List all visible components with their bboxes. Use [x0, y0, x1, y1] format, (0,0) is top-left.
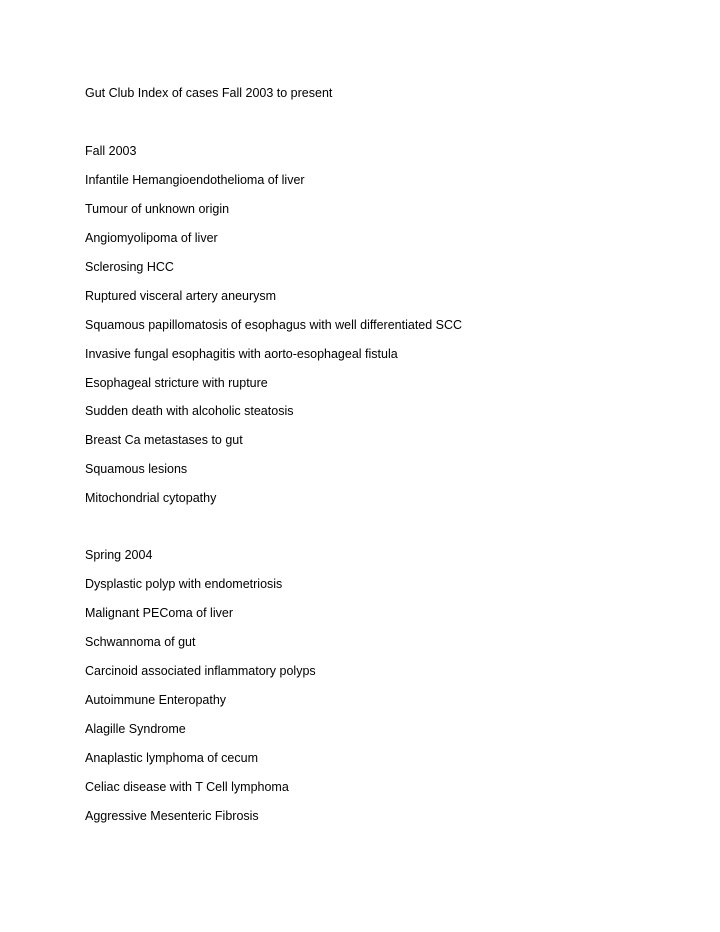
case-item: Dysplastic polyp with endometriosis: [85, 577, 283, 591]
case-item: Infantile Hemangioendothelioma of liver: [85, 173, 305, 187]
case-item: Anaplastic lymphoma of cecum: [85, 751, 258, 765]
case-item: Mitochondrial cytopathy: [85, 491, 217, 505]
case-item: Squamous lesions: [85, 462, 188, 476]
case-item: Celiac disease with T Cell lymphoma: [85, 780, 289, 794]
case-item: Autoimmune Enteropathy: [85, 693, 227, 707]
case-item: Squamous papillomatosis of esophagus with well differentiated SCC: [85, 318, 463, 332]
case-item: Carcinoid associated inflammatory polyps: [85, 664, 316, 678]
case-item: Esophageal stricture with rupture: [85, 376, 268, 390]
case-item: Malignant PEComa of liver: [85, 606, 233, 620]
case-item: Aggressive Mesenteric Fibrosis: [85, 809, 259, 823]
section-heading-fall-2003: Fall 2003: [85, 144, 137, 158]
case-item: Schwannoma of gut: [85, 635, 196, 649]
case-item: Sudden death with alcoholic steatosis: [85, 404, 294, 418]
case-item: Angiomyolipoma of liver: [85, 231, 218, 245]
case-item: Invasive fungal esophagitis with aorto-esophageal fistula: [85, 347, 398, 361]
case-item: Breast Ca metastases to gut: [85, 433, 243, 447]
section-heading-spring-2004: Spring 2004: [85, 548, 153, 562]
case-item: Tumour of unknown origin: [85, 202, 230, 216]
case-item: Alagille Syndrome: [85, 722, 186, 736]
case-item: Ruptured visceral artery aneurysm: [85, 289, 277, 303]
case-item: Sclerosing HCC: [85, 260, 174, 274]
document-title: Gut Club Index of cases Fall 2003 to present: [85, 86, 333, 100]
